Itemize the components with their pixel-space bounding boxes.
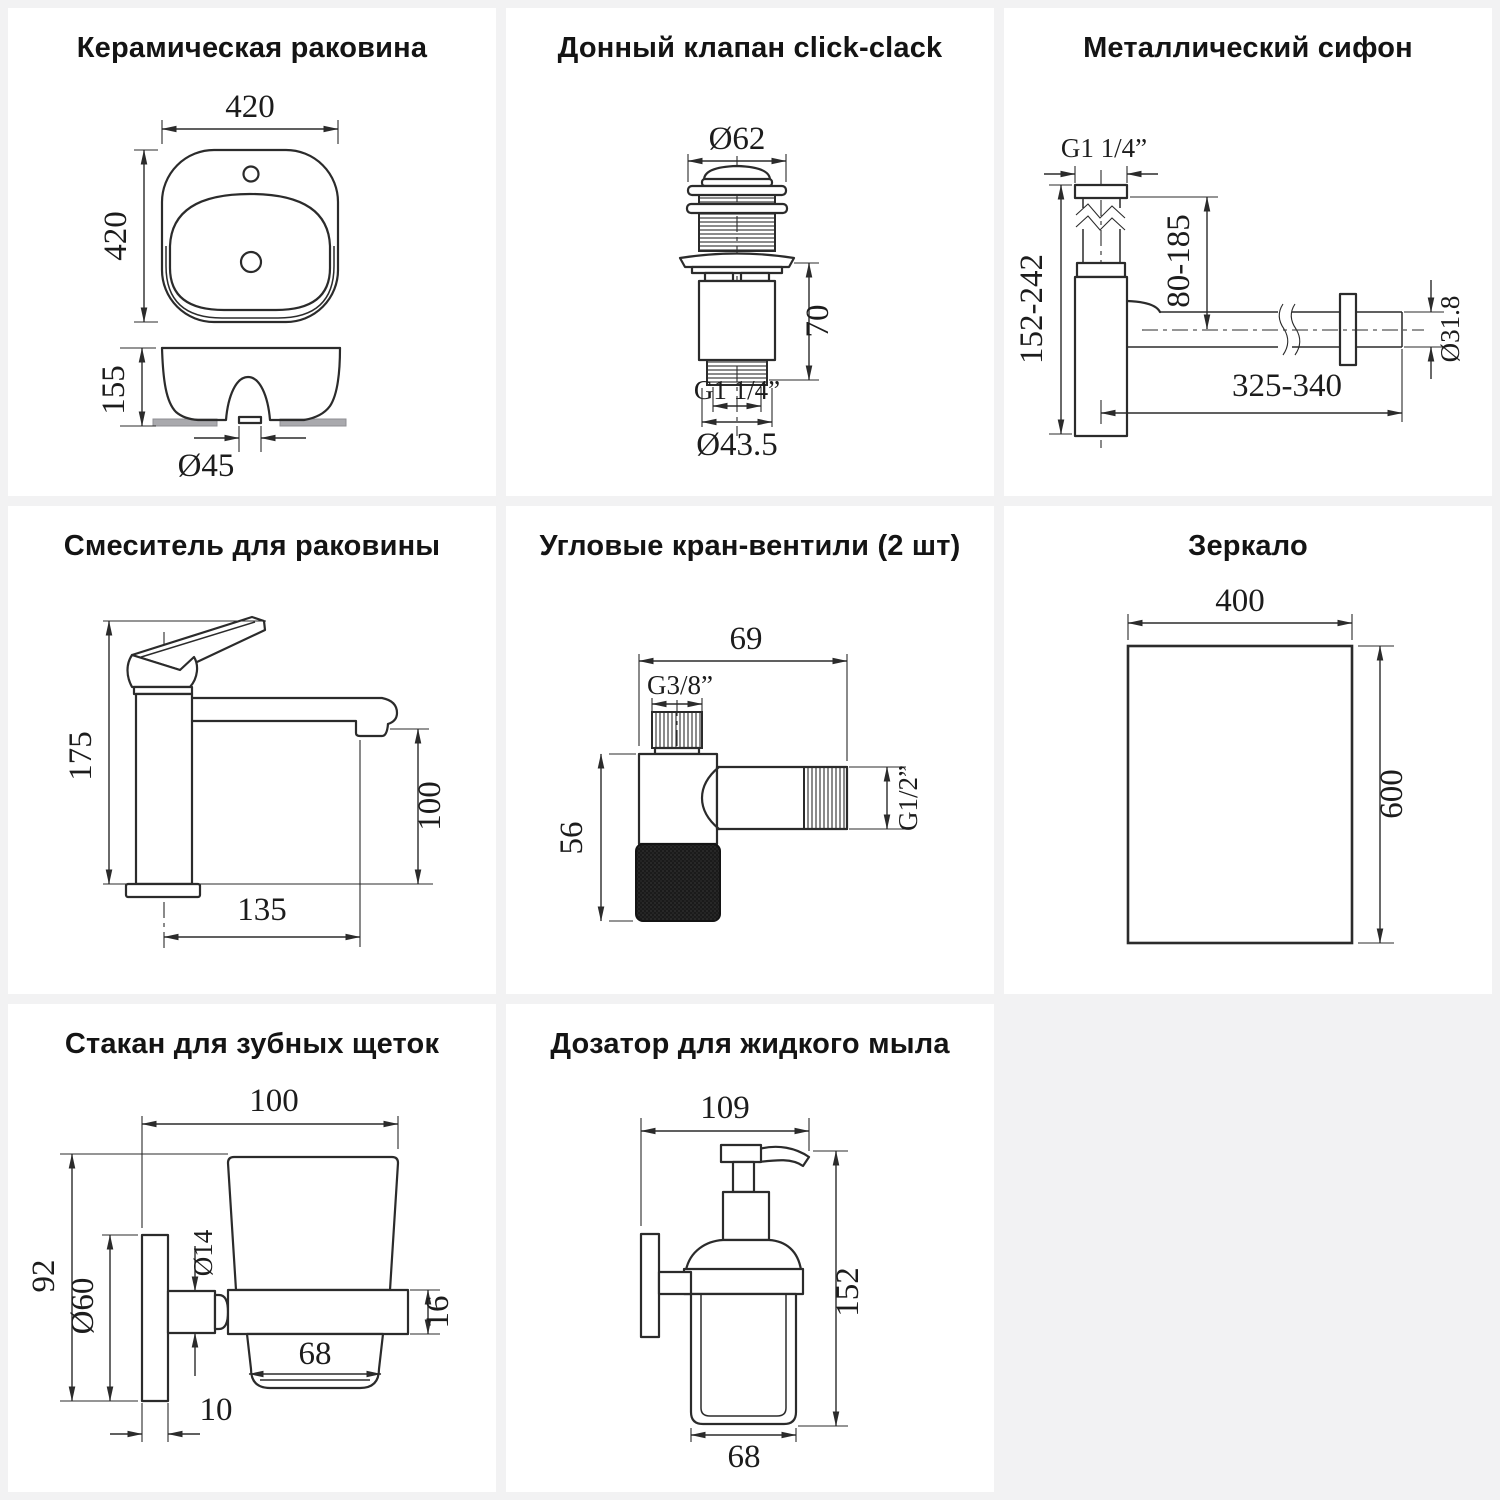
panel-title: Стакан для зубных щеток (64, 1028, 440, 1060)
aerator (192, 721, 388, 736)
mirror-outline (1128, 646, 1352, 943)
wall-plate (641, 1234, 659, 1337)
dim-label-plate-thickness: 10 (199, 1392, 233, 1428)
dim-label-height: 92 (26, 1259, 62, 1293)
dim-label-cup-width: 68 (298, 1336, 332, 1372)
height-dimension (1358, 646, 1410, 943)
faucet-hole (244, 167, 259, 182)
siphon-body (1075, 170, 1424, 448)
panel-title: Керамическая раковина (76, 32, 428, 64)
pump-spout (759, 1147, 809, 1166)
thread-dimension (694, 375, 780, 412)
mirror-drawing (1004, 506, 1492, 994)
height-dimension (26, 1154, 228, 1401)
top-nut (1075, 185, 1127, 198)
outlet-thread (804, 767, 847, 829)
empty-cell (1004, 1004, 1492, 1492)
outlet-thread-dimension (849, 765, 923, 831)
spout-reach-dimension (164, 740, 360, 947)
dim-label-height: 600 (1374, 769, 1410, 819)
siphon-drawing (1004, 8, 1492, 496)
arm-nose (215, 1295, 228, 1329)
pump-stem (733, 1162, 754, 1192)
dim-label-thread: G1 1/4” (1060, 133, 1148, 163)
dim-label-spout-reach: 135 (237, 892, 287, 928)
panel-soap-dispenser (506, 1004, 994, 1492)
body-cylinder (699, 281, 775, 360)
inlet-thread-dimension (647, 670, 713, 711)
dispenser-drawing (506, 1004, 994, 1492)
panel-mirror (1004, 506, 1492, 994)
dim-label-length-range: 325-340 (1232, 368, 1342, 404)
panel-title: Металлический сифон (1083, 32, 1413, 64)
plate-diameter-dimension (65, 1235, 138, 1401)
dim-label-outlet: G1/2” (893, 765, 923, 831)
dim-label-stem-diameter: Ø14 (188, 1229, 218, 1277)
pump-head (721, 1145, 761, 1162)
glass-bottle (691, 1294, 796, 1424)
dim-label-width: 109 (700, 1090, 750, 1126)
height-dimension (798, 1151, 866, 1426)
drain-stub (239, 417, 261, 423)
body-length-dimension (769, 263, 836, 380)
valve-body (636, 700, 847, 921)
tumbler-body (142, 1157, 408, 1401)
body-collar (1077, 263, 1125, 277)
elbow (1127, 301, 1160, 312)
washer (687, 204, 787, 213)
panel-angle-valves (506, 506, 994, 994)
sink-side-view (153, 348, 346, 426)
sink-height-dimension (96, 348, 156, 426)
top-flange (688, 186, 786, 195)
mount-arm (659, 1272, 691, 1294)
panel-title: Угловые кран-вентили (2 шт) (539, 530, 961, 562)
saucer-flange (680, 254, 794, 268)
dim-label-drop: 80-185 (1161, 214, 1197, 308)
height-range-dimension (1014, 185, 1072, 434)
dim-label-width: 400 (1215, 583, 1265, 619)
mount-arm (168, 1291, 215, 1333)
dim-label-plate-diameter: Ø60 (65, 1277, 101, 1335)
dim-label-inlet: G3/8” (647, 670, 713, 700)
height-dimension (554, 754, 636, 921)
knurled-handle (636, 844, 720, 921)
shoulder-dome (686, 1240, 801, 1270)
dim-label-height: 175 (63, 731, 99, 781)
drop-range-dimension (1130, 197, 1218, 329)
base-plate (126, 884, 200, 897)
dim-label-height: 155 (96, 365, 132, 415)
angle-valve-drawing (506, 506, 994, 994)
click-clack-drawing (506, 8, 994, 496)
holder-ring (684, 1269, 803, 1294)
width-dimension (1128, 583, 1352, 640)
ceramic-sink-drawing (8, 8, 496, 496)
dim-label-thread: G1 1/4” (693, 375, 781, 405)
wall-plate (142, 1235, 168, 1401)
panel-ceramic-sink (8, 8, 496, 496)
plate-thickness-dimension (110, 1392, 233, 1442)
dim-label-height: 56 (554, 821, 590, 855)
valve-block (639, 754, 717, 844)
dim-label-length: 69 (729, 621, 763, 657)
dim-label-length: 70 (800, 304, 836, 338)
dim-label-width: 420 (225, 89, 275, 125)
dim-label-bottle-width: 68 (727, 1439, 761, 1475)
dim-label-width: 100 (249, 1083, 299, 1119)
dim-label-drain: Ø45 (177, 448, 235, 484)
inlet-thread (652, 712, 702, 748)
panel-title: Донный клапан click-clack (557, 32, 943, 64)
panel-title: Смеситель для раковины (63, 530, 441, 562)
dim-label-pipe: Ø31.8 (1435, 295, 1465, 363)
tumbler-drawing (8, 1004, 496, 1492)
dim-label-height: 152 (830, 1267, 866, 1317)
panel-toothbrush-tumbler (8, 1004, 496, 1492)
dim-label-bottom: Ø43.5 (696, 427, 778, 463)
panel-click-clack-valve (506, 8, 994, 496)
panel-title: Зеркало (1188, 530, 1308, 562)
ring-height-dimension (410, 1290, 456, 1334)
panel-basin-mixer (8, 506, 496, 994)
dim-label-spout-height: 100 (412, 781, 448, 831)
holder-ring (228, 1290, 408, 1334)
panel-title: Дозатор для жидкого мыла (550, 1028, 950, 1060)
spout-height-dimension (390, 729, 448, 884)
sink-top-view (162, 150, 338, 322)
dispenser-body (641, 1145, 809, 1424)
cup-upper (228, 1157, 398, 1290)
dim-label-depth: 420 (98, 211, 134, 261)
dim-label-ring-height: 16 (420, 1295, 456, 1329)
mixer-drawing (8, 506, 496, 994)
body-column (136, 694, 192, 884)
drain-hole (241, 252, 261, 272)
dim-label-cap: Ø62 (708, 121, 766, 157)
sink-drain-dimension (178, 426, 306, 484)
sink-depth-dimension (98, 150, 158, 322)
panel-metal-siphon (1004, 8, 1492, 496)
sink-width-dimension (162, 89, 338, 144)
pump-collar (723, 1192, 769, 1240)
dim-label-height-range: 152-242 (1014, 254, 1050, 364)
bottle-width-dimension (691, 1428, 796, 1475)
